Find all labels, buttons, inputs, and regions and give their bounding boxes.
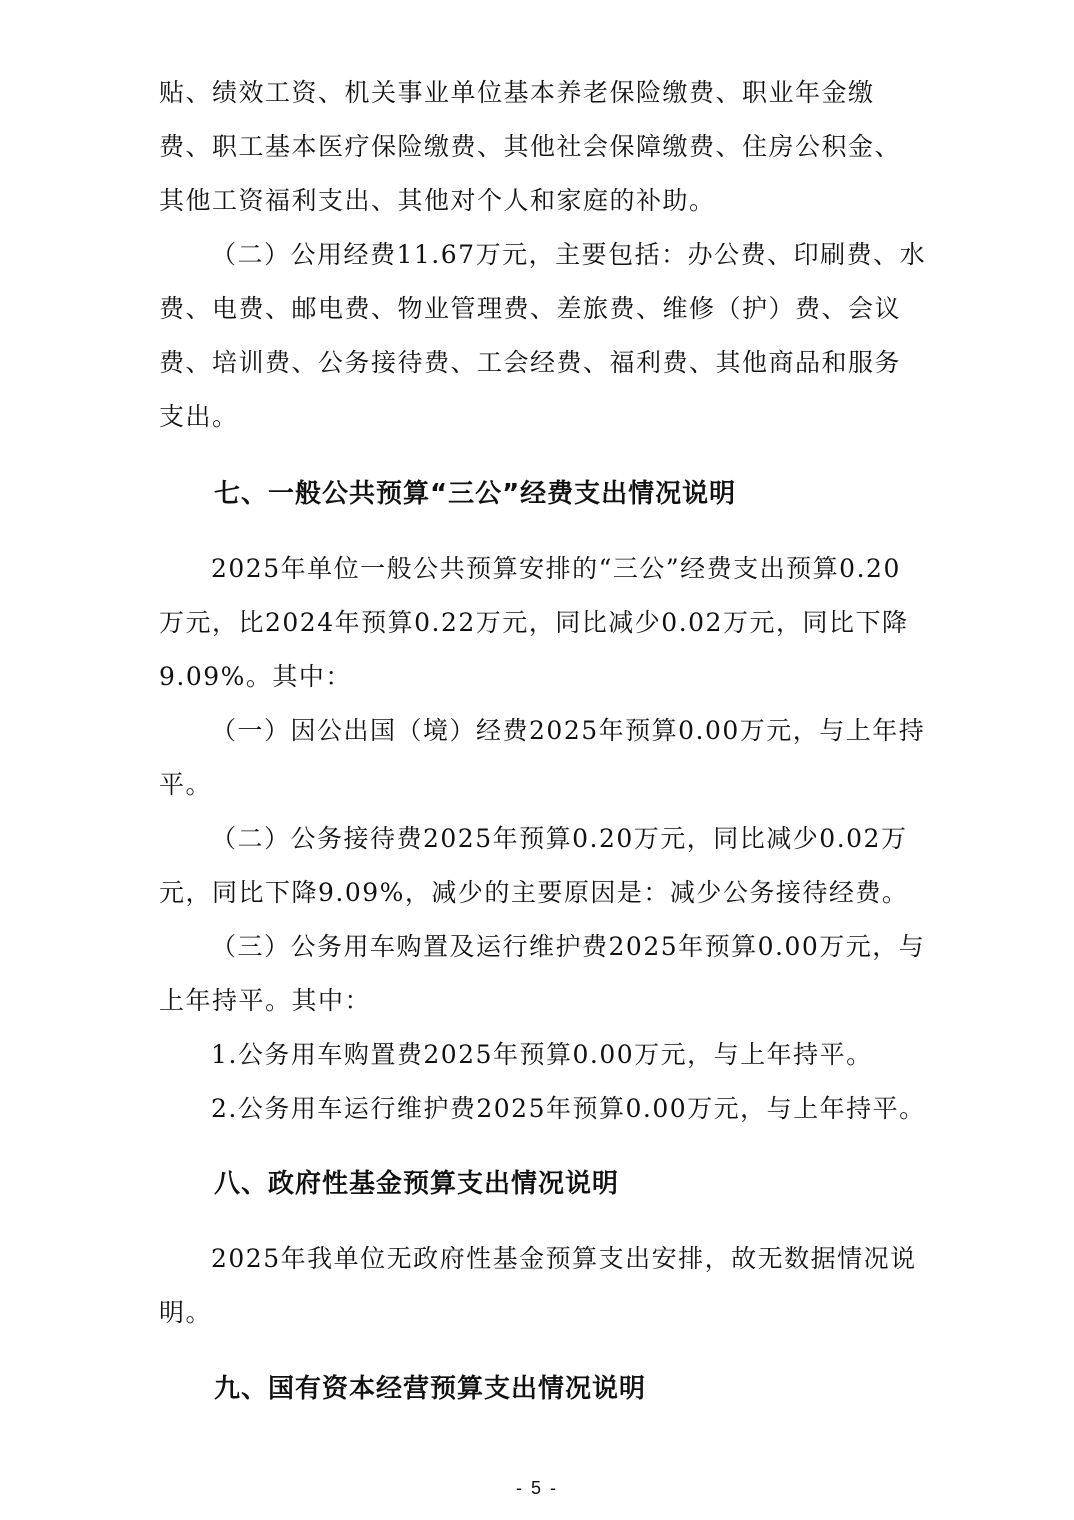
paragraph-vehicle-purchase <box>159 1028 931 1082</box>
text-line: 万元，比2024年预算0.22万元，同比减少0.02万元，同比下降 <box>159 608 909 637</box>
page-number: - 5 - <box>515 1478 558 1498</box>
text-line: 贴、绩效工资、机关事业单位基本养老保险缴费、职业年金缴 <box>159 78 875 107</box>
paragraph-abroad-expenses <box>159 704 931 812</box>
text-line: 费、电费、邮电费、物业管理费、差旅费、维修（护）费、会议 <box>159 294 902 323</box>
text-line: 平。 <box>159 770 213 799</box>
text-line: 明。 <box>159 1298 213 1327</box>
paragraph-sangong-summary <box>159 542 931 704</box>
text-line: （二）公务接待费2025年预算0.20万元，同比减少0.02万 <box>211 824 908 853</box>
paragraph-personnel-continued <box>159 66 931 228</box>
text-line: 1.公务用车购置费2025年预算0.00万元，与上年持平。 <box>211 1040 873 1069</box>
text-line: （二）公用经费11.67万元，主要包括：办公费、印刷费、水 <box>211 240 927 269</box>
section-heading-7: 七、一般公共预算“三公”经费支出情况说明 <box>214 479 737 509</box>
text-line: （三）公务用车购置及运行维护费2025年预算0.00万元，与 <box>211 932 926 961</box>
text-line: 2025年单位一般公共预算安排的“三公”经费支出预算0.20 <box>211 554 901 583</box>
paragraph-vehicle-expenses <box>159 920 931 1028</box>
text-line: 其他工资福利支出、其他对个人和家庭的补助。 <box>159 186 716 215</box>
paragraph-public-funds <box>159 228 931 444</box>
paragraph-reception-expenses <box>159 812 931 920</box>
text-line: 9.09%。其中： <box>159 662 352 691</box>
paragraph-vehicle-operation <box>159 1082 931 1136</box>
section-heading-9: 九、国有资本经营预算支出情况说明 <box>214 1374 647 1404</box>
text-line: 支出。 <box>159 402 239 431</box>
text-line: 费、职工基本医疗保险缴费、其他社会保障缴费、住房公积金、 <box>159 132 902 161</box>
text-line: 费、培训费、公务接待费、工会经费、福利费、其他商品和服务 <box>159 348 902 377</box>
paragraph-gov-fund <box>159 1232 931 1340</box>
section-heading-8: 八、政府性基金预算支出情况说明 <box>214 1169 620 1199</box>
text-line: 2.公务用车运行维护费2025年预算0.00万元，与上年持平。 <box>211 1094 926 1123</box>
text-line: （一）因公出国（境）经费2025年预算0.00万元，与上年持 <box>211 716 926 745</box>
text-line: 元，同比下降9.09%，减少的主要原因是：减少公务接待经费。 <box>159 878 909 907</box>
text-line: 2025年我单位无政府性基金预算支出安排，故无数据情况说 <box>211 1244 917 1273</box>
text-line: 上年持平。其中： <box>159 986 372 1015</box>
